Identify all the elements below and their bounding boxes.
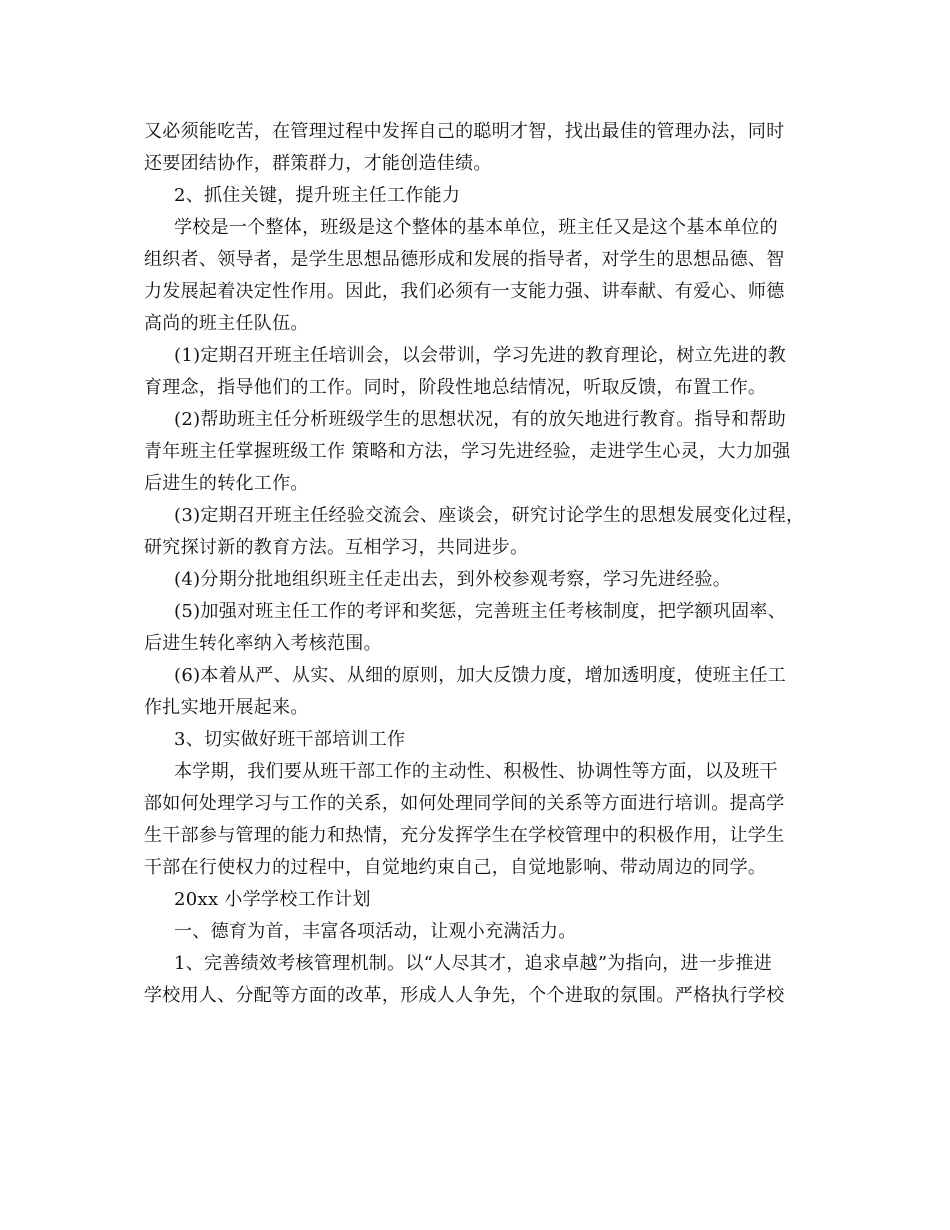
text-line: 又必须能吃苦，在管理过程中发挥自己的聪明才智，找出最佳的管理办法，同时	[144, 121, 785, 142]
text-line: 生干部参与管理的能力和热情，充分发挥学生在学校管理中的积极作用，让学生	[144, 825, 785, 846]
text-line: 研究探讨新的教育方法。互相学习，共同进步。	[144, 537, 529, 558]
text-line: 青年班主任掌握班级工作 策略和方法，学习先进经验，走进学生心灵，大力加强	[144, 441, 791, 462]
text-line: 组织者、领导者，是学生思想品德形成和发展的指导者，对学生的思想品德、智	[144, 249, 785, 270]
text-line: 作扎实地开展起来。	[144, 697, 309, 718]
text-line: 1、完善绩效考核管理机制。以“人尽其才，追求卓越”为指向，进一步推进	[174, 953, 773, 974]
text-line: 干部在行使权力的过程中，自觉地约束自己，自觉地影响、带动周边的同学。	[144, 857, 767, 878]
text-line: 高尚的班主任队伍。	[144, 313, 309, 334]
text-line: (2)帮助班主任分析班级学生的思想状况，有的放矢地进行教育。指导和帮助	[174, 409, 786, 430]
text-line: (5)加强对班主任工作的考评和奖惩，完善班主任考核制度，把学额巩固率、	[174, 601, 786, 622]
text-line: 3、切实做好班干部培训工作	[174, 729, 406, 750]
text-line: 学校是一个整体，班级是这个整体的基本单位，班主任又是这个基本单位的	[174, 217, 778, 238]
text-line: 还要团结协作，群策群力，才能创造佳绩。	[144, 153, 492, 174]
text-line: 2、抓住关键，提升班主任工作能力	[174, 185, 461, 206]
text-line: 育理念，指导他们的工作。同时，阶段性地总结情况，听取反馈，布置工作。	[144, 377, 767, 398]
text-line: 本学期，我们要从班干部工作的主动性、积极性、协调性等方面，以及班干	[174, 761, 778, 782]
text-line: 部如何处理学习与工作的关系，如何处理同学间的关系等方面进行培训。提高学	[144, 793, 785, 814]
document-body	[144, 116, 814, 1012]
text-line: 20xx 小学学校工作计划	[174, 889, 371, 910]
text-line: 后进生转化率纳入考核范围。	[144, 633, 382, 654]
text-line: (1)定期召开班主任培训会，以会带训，学习先进的教育理论，树立先进的教	[174, 345, 786, 366]
text-line: 力发展起着决定性作用。因此，我们必须有一支能力强、讲奉献、有爱心、师德	[144, 281, 785, 302]
text-line: (3)定期召开班主任经验交流会、座谈会，研究讨论学生的思想发展变化过程，	[174, 505, 805, 526]
text-line: (4)分期分批地组织班主任走出去，到外校参观考察，学习先进经验。	[174, 569, 732, 590]
text-line: 一、德育为首，丰富各项活动，让观小充满活力。	[174, 921, 577, 942]
text-line: 后进生的转化工作。	[144, 473, 309, 494]
text-line: (6)本着从严、从实、从细的原则，加大反馈力度，增加透明度，使班主任工	[174, 665, 786, 686]
text-line: 学校用人、分配等方面的改革，形成人人争先，个个进取的氛围。严格执行学校	[144, 985, 785, 1006]
